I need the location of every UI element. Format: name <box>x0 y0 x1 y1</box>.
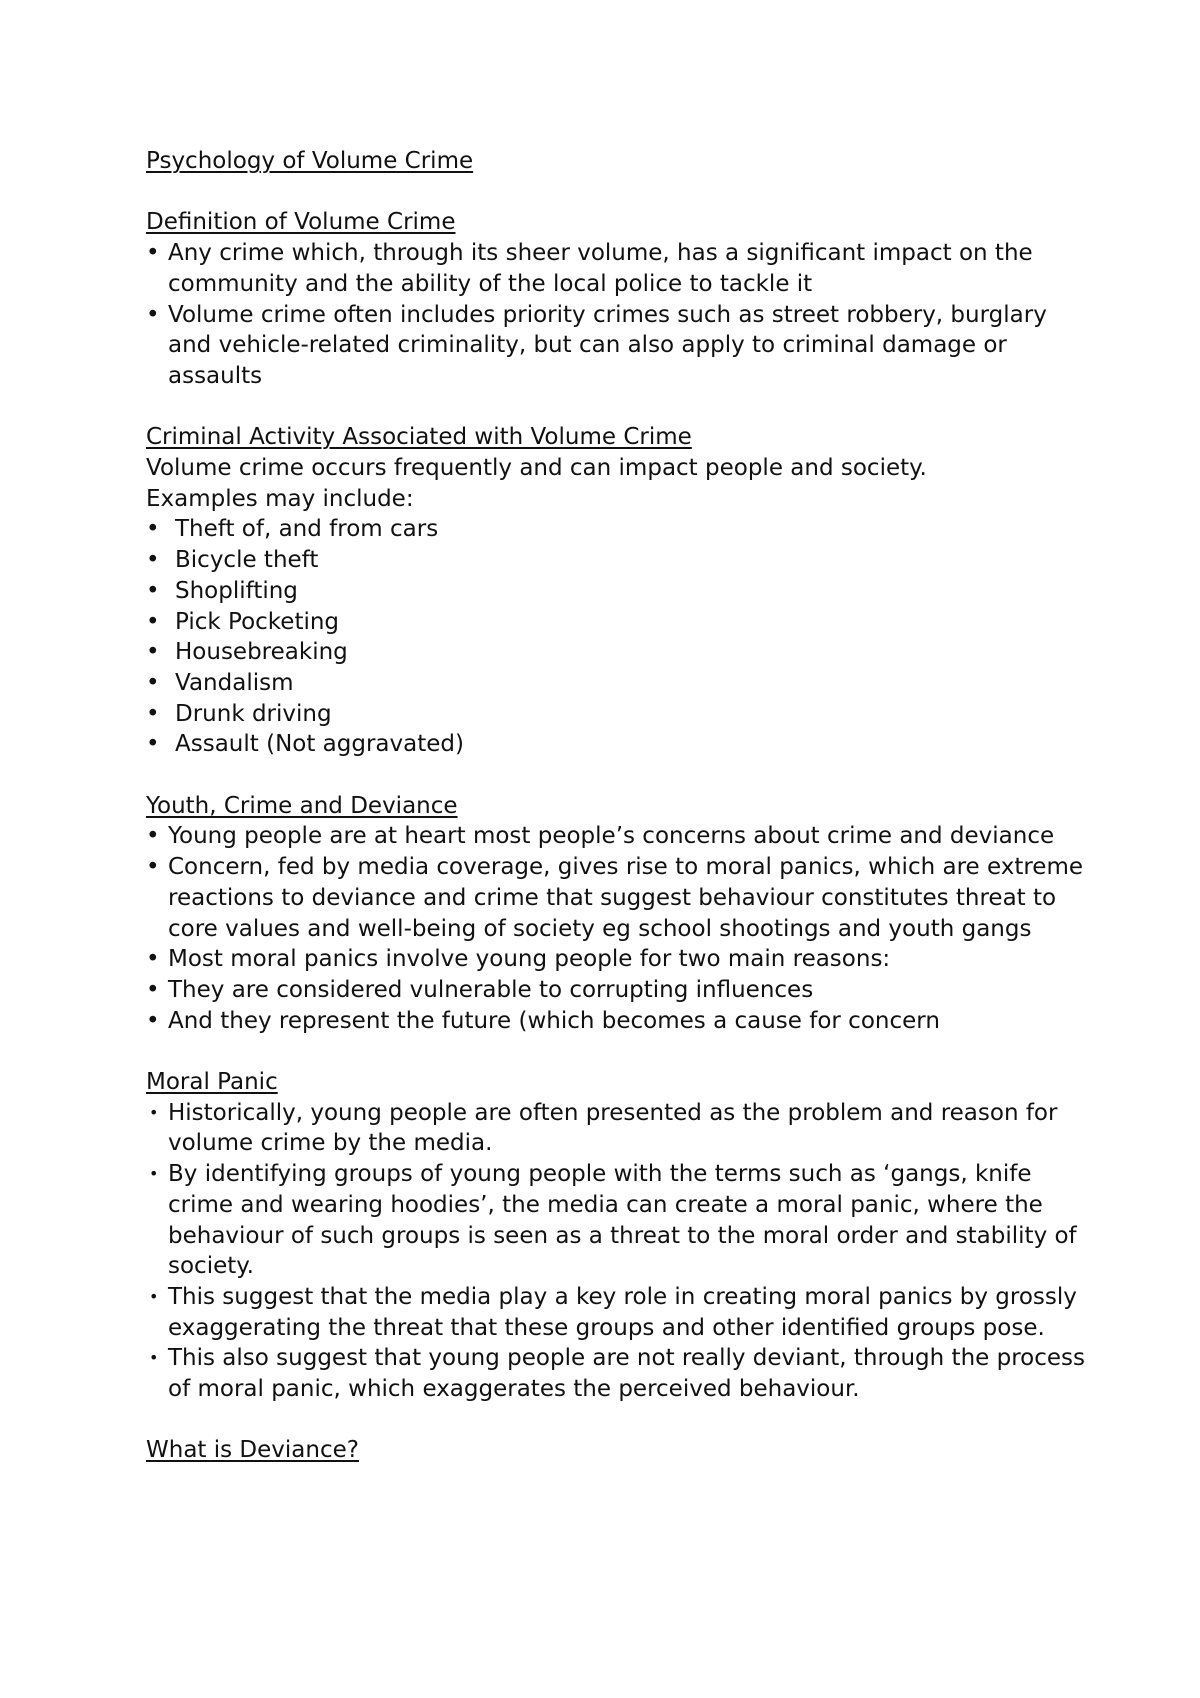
list-item: • Historically, young people are often presented as the problem and reason for volume crime by the media. <box>146 1098 1086 1159</box>
section-heading-deviance: What is Deviance? <box>146 1437 359 1464</box>
spacer <box>146 760 1086 791</box>
list-item: • Young people are at heart most people’s concerns about crime and deviance <box>146 821 1086 852</box>
document-body <box>146 146 1086 1466</box>
definition-list <box>146 238 1086 392</box>
list-item: • Assault (Not aggravated) <box>146 729 1086 760</box>
list-item: • Housebreaking <box>146 637 1086 668</box>
list-item: • This also suggest that young people are not really deviant, through the process of moral panic, which exaggerates the perceived behaviour. <box>146 1343 1086 1404</box>
section-heading-moral-panic: Moral Panic <box>146 1069 278 1096</box>
spacer <box>146 1405 1086 1436</box>
list-item: • Theft of, and from cars <box>146 514 1086 545</box>
list-item: • By identifying groups of young people with the terms such as ‘gangs, knife crime and wearing hoodies’, the media can create a moral panic, where the behaviour of such groups is seen as a threat to the moral order and stability of society. <box>146 1159 1086 1282</box>
list-item: • They are considered vulnerable to corrupting influences <box>146 975 1086 1006</box>
section-heading-youth-crime: Youth, Crime and Deviance <box>146 792 458 819</box>
spacer <box>146 392 1086 423</box>
list-item: • Drunk driving <box>146 699 1086 730</box>
spacer <box>146 177 1086 208</box>
spacer <box>146 1036 1086 1067</box>
youth-crime-list <box>146 821 1086 1036</box>
list-item: • Bicycle theft <box>146 545 1086 576</box>
list-item: • Concern, fed by media coverage, gives rise to moral panics, which are extreme reactions to deviance and crime that suggest behaviour constitutes threat to core values and well-being of society eg school shootings and youth gangs <box>146 852 1086 944</box>
moral-panic-list <box>146 1098 1086 1405</box>
list-item: • Any crime which, through its sheer volume, has a significant impact on the community and the ability of the local police to tackle it <box>146 238 1086 299</box>
list-item: • Most moral panics involve young people for two main reasons: <box>146 944 1086 975</box>
document-title: Psychology of Volume Crime <box>146 148 474 174</box>
list-item: • Shoplifting <box>146 576 1086 607</box>
list-item: • And they represent the future (which becomes a cause for concern <box>146 1006 1086 1037</box>
section-heading-criminal-activity: Criminal Activity Associated with Volume Crime <box>146 424 692 451</box>
list-item: • Pick Pocketing <box>146 607 1086 638</box>
examples-list <box>146 514 1086 760</box>
paragraph: Examples may include: <box>146 485 414 512</box>
list-item: • This suggest that the media play a key role in creating moral panics by grossly exaggerating the threat that these groups and other identified groups pose. <box>146 1282 1086 1343</box>
section-heading-definition: Definition of Volume Crime <box>146 209 456 236</box>
list-item: • Vandalism <box>146 668 1086 699</box>
list-item: • Volume crime often includes priority crimes such as street robbery, burglary and vehicle-related criminality, but can also apply to criminal damage or assaults <box>146 300 1086 392</box>
paragraph: Volume crime occurs frequently and can impact people and society. <box>146 455 927 481</box>
